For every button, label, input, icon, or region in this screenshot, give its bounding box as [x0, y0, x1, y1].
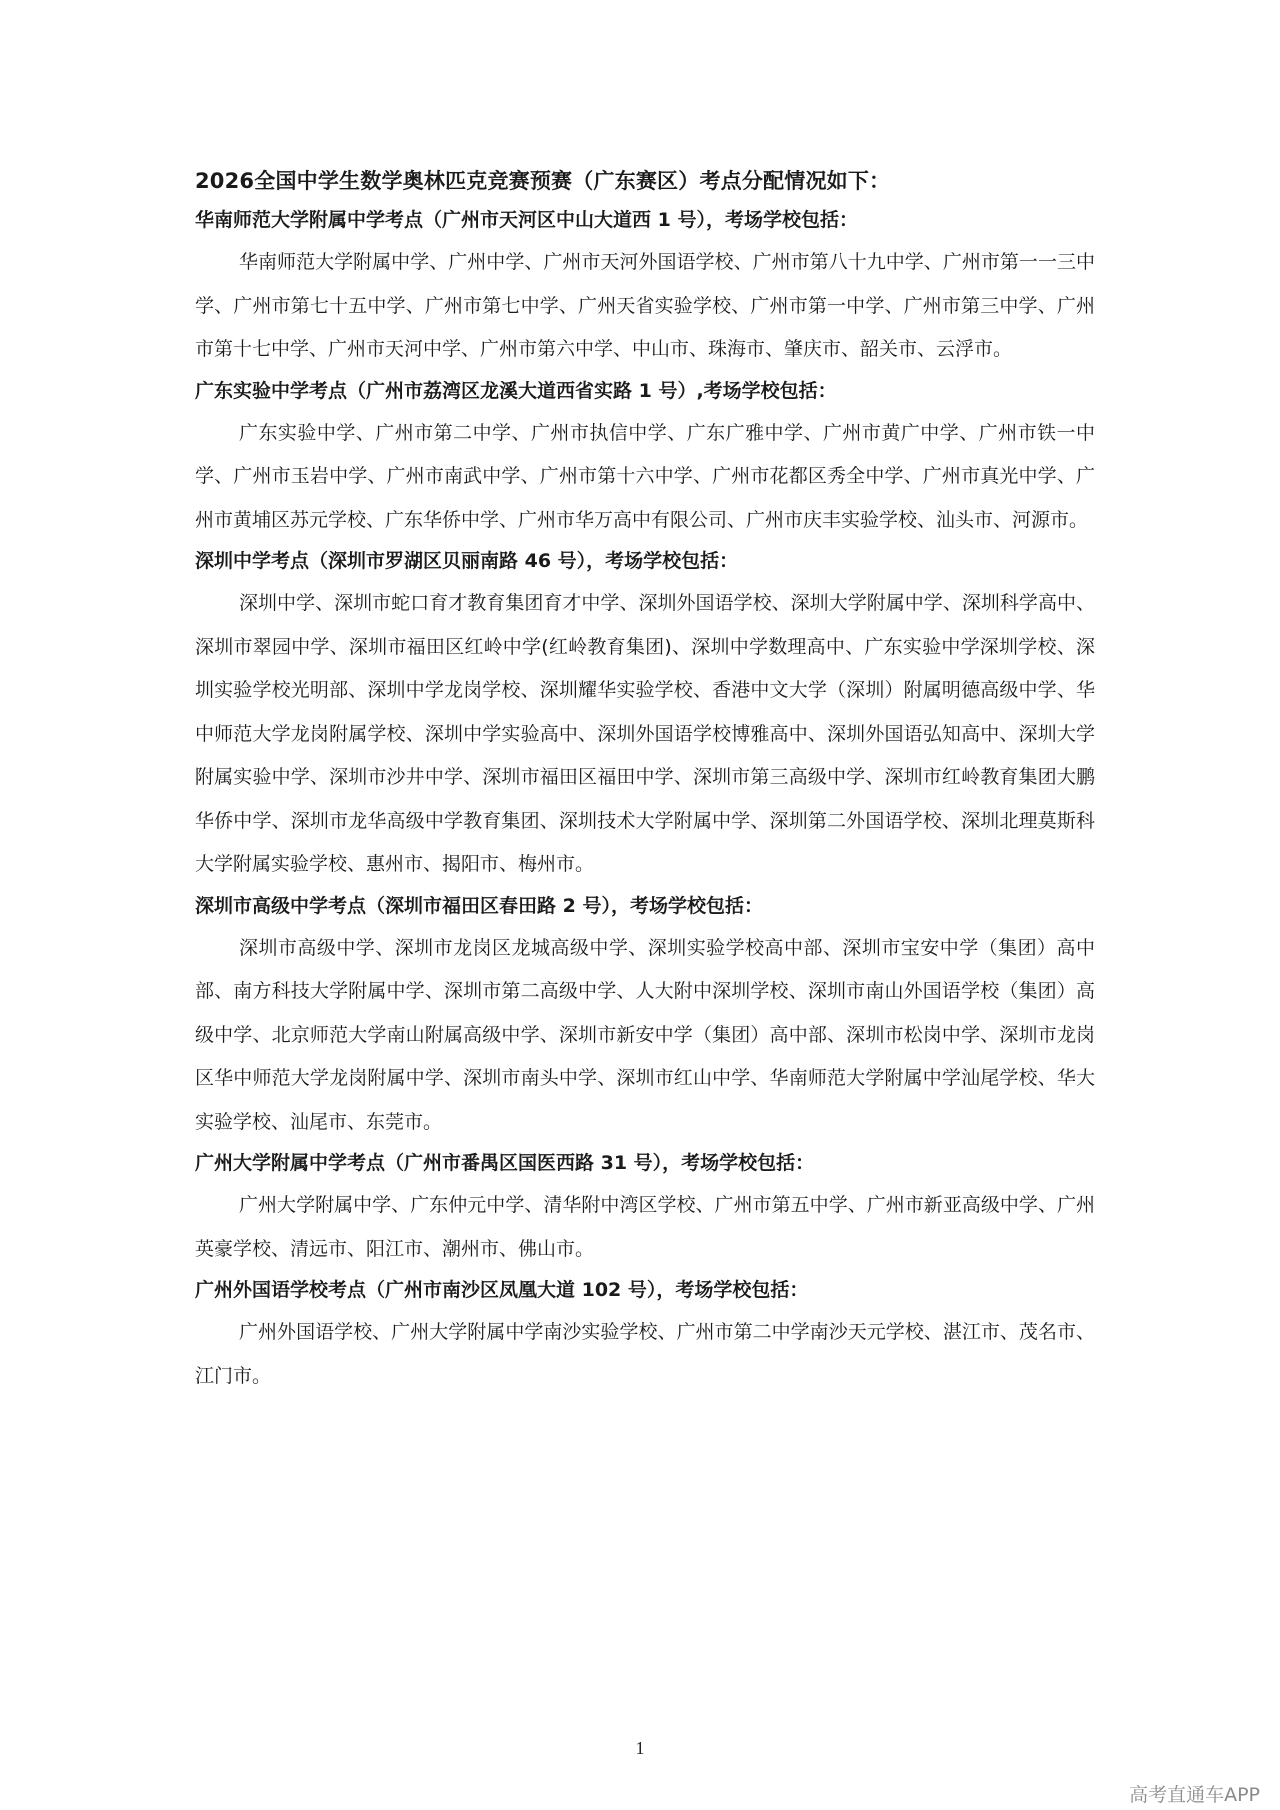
exam-site-section-2 [195, 376, 1095, 543]
exam-site-heading: 深圳市高级中学考点（深圳市福田区春田路 2 号），考场学校包括： [195, 894, 763, 917]
school-list: 广州大学附属中学、广东仲元中学、清华附中湾区学校、广州市第五中学、广州市新亚高级中学、广州英豪学校、清远市、阳江市、潮州市、佛山市。 [195, 1194, 1095, 1260]
exam-site-heading: 广东实验中学考点（广州市荔湾区龙溪大道西省实路 1 号）,考场学校包括： [195, 379, 837, 402]
exam-site-section-6 [195, 1275, 1095, 1398]
school-list: 广东实验中学、广州市第二中学、广州市执信中学、广东广雅中学、广州市黄广中学、广州市铁一中学、广州市玉岩中学、广州市南武中学、广州市第十六中学、广州市花都区秀全中学、广州市真光中学、广州市黄埔区苏元学校、广东华侨中学、广州市华万高中有限公司、广州市庆丰实验学校、汕头市、河源市。 [195, 421, 1095, 531]
exam-site-heading: 深圳中学考点（深圳市罗湖区贝丽南路 46 号），考场学校包括： [195, 550, 739, 572]
app-watermark: 高考直通车APP [1129, 1784, 1260, 1806]
exam-site-section-1 [195, 205, 1095, 372]
exam-site-heading: 广州大学附属中学考点（广州市番禺区国医西路 31 号），考场学校包括： [195, 1152, 815, 1174]
school-list: 深圳中学、深圳市蛇口育才教育集团育才中学、深圳外国语学校、深圳大学附属中学、深圳科学高中、深圳市翠园中学、深圳市福田区红岭中学(红岭教育集团)、深圳中学数理高中、广东实验中学深圳学校、深圳实验学校光明部、深圳中学龙岗学校、深圳耀华实验学校、香港中文大学（深圳）附属明德高级中学、华中师范大学龙岗附属学校、深圳中学实验高中、深圳外国语学校博雅高中、深圳外国语弘知高中、深圳大学附属实验中学、深圳市沙井中学、深圳市福田区福田中学、深圳市第三高级中学、深圳市红岭教育集团大鹏华侨中学、深圳市龙华高级中学教育集团、深圳技术大学附属中学、深圳第二外国语学校、深圳北理莫斯科大学附属实验学校、惠州市、揭阳市、梅州市。 [195, 592, 1095, 875]
exam-site-section-5 [195, 1148, 1095, 1271]
exam-site-heading: 华南师范大学附属中学考点（广州市天河区中山大道西 1 号），考场学校包括： [195, 209, 858, 231]
school-list: 华南师范大学附属中学、广州中学、广州市天河外国语学校、广州市第八十九中学、广州市第一一三中学、广州市第七十五中学、广州市第七中学、广州天省实验学校、广州市第一中学、广州市第三中学、广州市第十七中学、广州市天河中学、广州市第六中学、中山市、珠海市、肇庆市、韶关市、云浮市。 [195, 251, 1095, 360]
school-list: 广州外国语学校、广州大学附属中学南沙实验学校、广州市第二中学南沙天元学校、湛江市、茂名市、江门市。 [195, 1321, 1095, 1387]
exam-site-section-4 [195, 891, 1095, 1145]
document-page [195, 165, 1095, 1402]
page-number: 1 [635, 1738, 645, 1758]
school-list: 深圳市高级中学、深圳市龙岗区龙城高级中学、深圳实验学校高中部、深圳市宝安中学（集团）高中部、南方科技大学附属中学、深圳市第二高级中学、人大附中深圳学校、深圳市南山外国语学校（集团）高级中学、北京师范大学南山附属高级中学、深圳市新安中学（集团）高中部、深圳市松岗中学、深圳市龙岗区华中师范大学龙岗附属中学、深圳市南头中学、深圳市红山中学、华南师范大学附属中学汕尾学校、华大实验学校、汕尾市、东莞市。 [195, 936, 1095, 1133]
exam-site-section-3 [195, 546, 1095, 887]
exam-site-heading: 广州外国语学校考点（广州市南沙区凤凰大道 102 号），考场学校包括： [195, 1279, 809, 1301]
document-title: 2026全国中学生数学奥林匹克竞赛预赛（广东赛区）考点分配情况如下： [195, 169, 891, 193]
